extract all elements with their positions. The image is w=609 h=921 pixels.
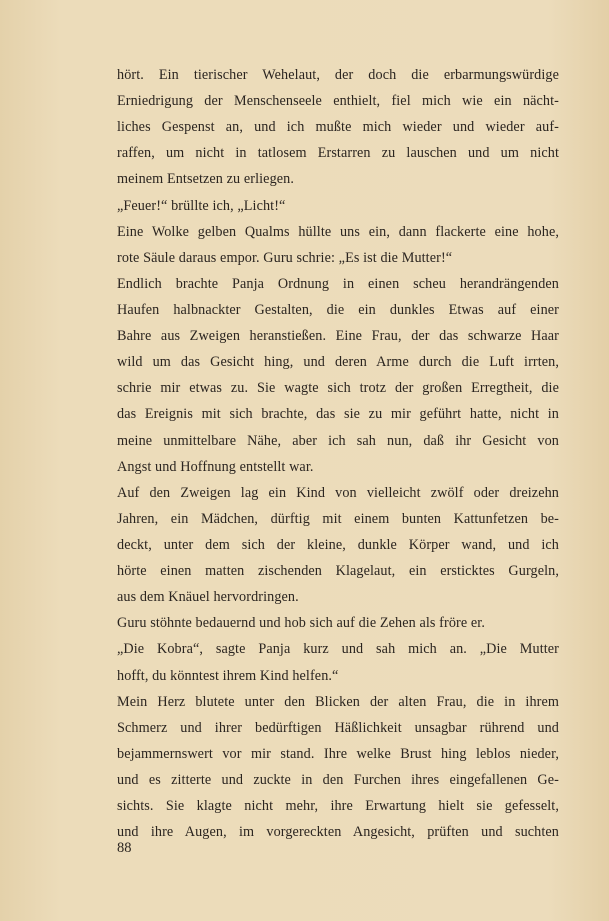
text-line: Eine Wolke gelben Qualms hüllte uns ein, dann flackerte eine hohe,: [117, 223, 559, 240]
text-line: meinem Entsetzen zu erliegen.: [117, 171, 295, 188]
text-line: rote Säule daraus empor. Guru schrie: „Es ist die Mutter!“: [117, 249, 453, 266]
text-line: Jahren, ein Mädchen, dürftig mit einem bunten Kattunfetzen be-: [117, 510, 559, 527]
text-line: hofft, du könntest ihrem Kind helfen.“: [117, 667, 339, 684]
text-line: schrie mir etwas zu. Sie wagte sich trotz der großen Erregtheit, die: [117, 380, 559, 397]
text-line: Angst und Hoffnung entstellt war.: [117, 458, 314, 475]
text-line: Bahre aus Zweigen heranstießen. Eine Frau, der das schwarze Haar: [117, 328, 559, 345]
text-line: liches Gespenst an, und ich mußte mich wieder und wieder auf-: [117, 119, 559, 136]
text-line: bejammernswert vor mir stand. Ihre welke Brust hing leblos nieder,: [117, 745, 559, 762]
text-line: „Die Kobra“, sagte Panja kurz und sah mich an. „Die Mutter: [117, 641, 559, 658]
text-line: Guru stöhnte bedauernd und hob sich auf die Zehen als fröre er.: [117, 615, 485, 632]
text-line: sichts. Sie klagte nicht mehr, ihre Erwartung hielt sie gefesselt,: [117, 798, 559, 815]
text-line: und es zitterte und zuckte in den Furchen ihres eingefallenen Ge-: [117, 771, 559, 788]
text-line: Endlich brachte Panja Ordnung in einen scheu herandrängenden: [117, 275, 559, 292]
page-text: [117, 62, 559, 845]
text-line: wild um das Gesicht hing, und deren Arme durch die Luft irrten,: [117, 354, 559, 371]
text-line: hört. Ein tierischer Wehelaut, der doch die erbarmungswürdige: [117, 67, 559, 83]
text-line: „Feuer!“ brüllte ich, „Licht!“: [117, 197, 286, 214]
text-line: das Ereignis mit sich brachte, das sie zu mir geführt hatte, nicht in: [117, 406, 559, 423]
text-line: raffen, um nicht in tatlosem Erstarren zu lauschen und um nicht: [117, 145, 559, 162]
text-line: Erniedrigung der Menschenseele enthielt, fiel mich wie ein nächt-: [117, 93, 559, 110]
text-line: Auf den Zweigen lag ein Kind von vielleicht zwölf oder dreizehn: [117, 484, 559, 501]
text-line: hörte einen matten zischenden Klagelaut, ein ersticktes Gurgeln,: [117, 563, 559, 580]
text-line: Mein Herz blutete unter den Blicken der alten Frau, die in ihrem: [117, 693, 559, 710]
text-line: deckt, unter dem sich der kleine, dunkle Körper wand, und ich: [117, 536, 559, 553]
text-line: Haufen halbnackter Gestalten, die ein dunkles Etwas auf einer: [117, 301, 559, 318]
page-number: 88: [117, 840, 132, 856]
text-line: aus dem Knäuel hervordringen.: [117, 589, 299, 606]
text-line: meine unmittelbare Nähe, aber ich sah nun, daß ihr Gesicht von: [117, 432, 559, 449]
text-line: und ihre Augen, im vorgereckten Angesicht, prüften und suchten: [117, 824, 559, 841]
text-line: Schmerz und ihrer bedürftigen Häßlichkeit unsagbar rührend und: [117, 719, 559, 736]
